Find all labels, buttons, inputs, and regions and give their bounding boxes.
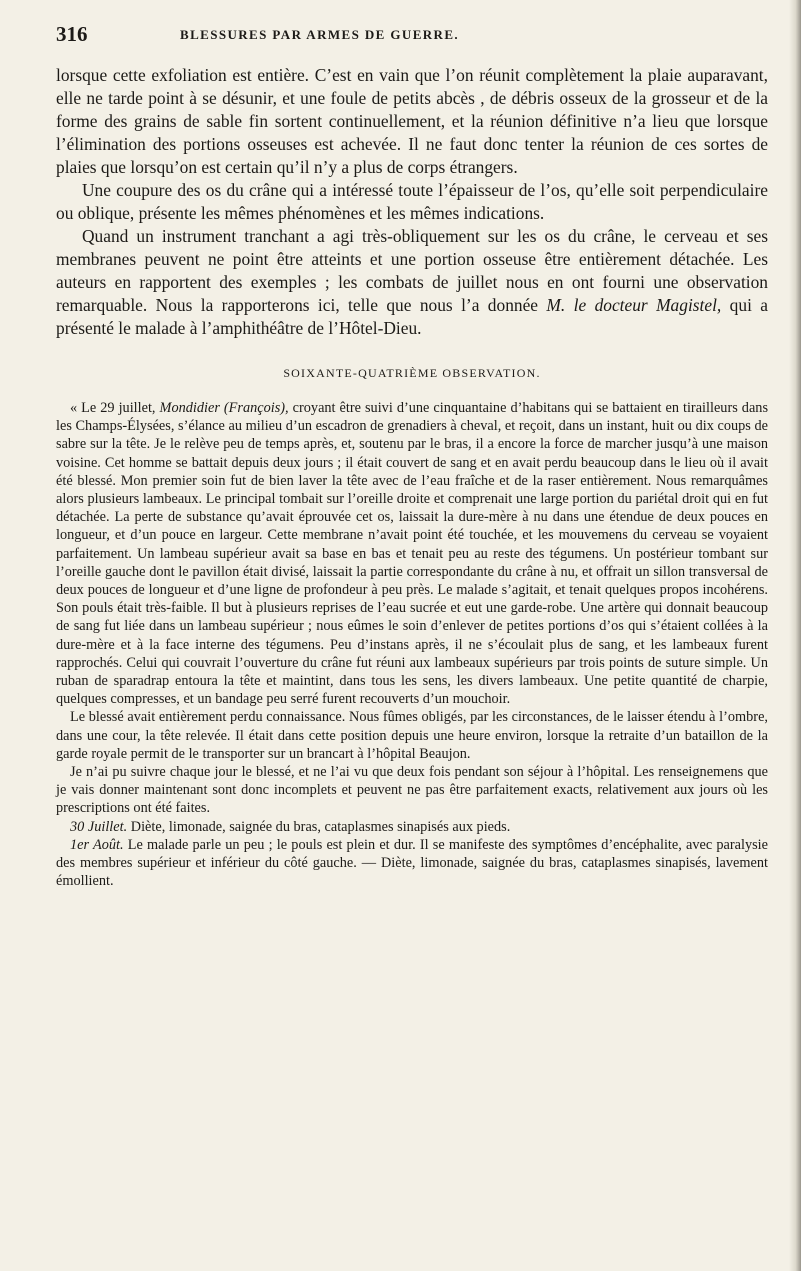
paragraph-text: qui a présenté le malade à l’amphithéâtre de l’Hôtel-Dieu. [56,295,769,338]
observation-paragraph-case [56,399,768,708]
doctor-name: M. le docteur Magistel, [546,295,722,315]
page-edge-shadow [789,0,801,1271]
observation-paragraph-transport: Le blessé avait entièrement perdu connaissance. Nous fûmes obligés, par les circonstances, de le laisser étendu à l’ombre, dans une cour, la tête relevée. Il était dans cette position depuis une heure environ, lorsque la retraite d’un bataillon de la garde royale permit de le transporter sur un brancart à l’hôpital Beaujon. [56,709,768,762]
patient-name: Mondidier (François), [159,400,289,416]
observation-text [56,399,768,890]
entry-text: Le malade parle un peu ; le pouls est plein et dur. Il se manifeste des symptômes d’encéphalite, avec paralysie des membres supérieur et inférieur du côté gauche. — Diète, limonade, saignée du bras, cataplasmes sinapisés, lavement émollient. [56,836,768,890]
paragraph-continuation: lorsque cette exfoliation est entière. C’est en vain que l’on réunit complètement la plaie auparavant, elle ne tarde point à se désunir, et une foule de petits abcès , de débris osseux de la grosseur et de la forme des grains de sable fin sortent continuellement, et la réunion définitive n’a lieu que lorsque l’élimination des portions osseuses est achevée. Il ne faut donc tenter la réunion de ces sortes de plaies que lorsqu’on est certain qu’il n’y a plus de corps étrangers. [56,65,768,177]
observation-entry-july-30 [56,818,768,836]
page-header [56,22,768,46]
main-text [56,64,768,340]
entry-text: Diète, limonade, saignée du bras, cataplasmes sinapisés aux pieds. [127,818,511,835]
paragraph-oblique-instrument [56,225,768,340]
case-intro: « Le 29 juillet, [70,400,160,416]
book-page [56,22,768,890]
paragraph-text: Quand un instrument tranchant a agi très-obliquement sur les os du crâne, le cerveau et ses membranes peuvent ne point être atteints et une portion osseuse être entièrement détachée. Les auteurs en rapportent des exemples ; les combats de juillet nous en ont fourni une observation remarquable. Nous la rapporterons ici, telle que nous l’a donnée [56,226,768,315]
observation-entry-august-1 [56,836,768,891]
entry-date: 1er Août. [70,836,124,853]
entry-date: 30 Juillet. [70,818,128,835]
case-text: croyant être suivi d’une cinquantaine d’habitans qui se battaient en tirailleurs dans les Champs-Élysées, s’élance au milieu d’un escadron de grenadiers à cheval, et reçoit, dans un instant, huit ou dix coups de sabre sur la tête. Je le relève peu de temps après, et, soutenu par le bras, il a encore la force de marcher jusqu’à une maison voisine. Cet homme se battait depuis deux jours ; il était couvert de sang et en avait perdu beaucoup dans le lieu où il avait été blessé. Mon premier soin fut de bien laver la tête avec de l’eau fraîche et de la raser entièrement. Nous remarquâmes alors plusieurs lambeaux. Le principal tombait sur l’oreille droite et comprenait une large portion du pariétal droit qui en fut détachée. La perte de substance qu’avait éprouvée cet os, laissait la dure-mère à nu dans une étendue de deux pouces en longueur, et d’un pouce en largeur. Cette membrane n’avait point été touchée, et les mouvemens du cerveau se voyaient parfaitement. Un lambeau supérieur avait sa base en bas et tenait peu au reste des tégumens. Un postérieur tombant sur l’oreille gauche dont le pavillon était divisé, laissait la partie correspondante du crâne à nu, et offrait un sillon transversal de deux pouces de longueur et d’une ligne de profondeur à peu près. Le malade s’agitait, et tenait quelques propos incohérens. Son pouls était très-faible. Il but à plusieurs reprises de l’eau sucrée et eut une garde-robe. Une artère qui donnait beaucoup de sang fut liée dans un lambeau supérieur ; nous eûmes le soin d’enlever de petites portions d’os qui s’étaient collées à la dure-mère et à la face interne des tégumens. Peu d’instans après, il ne s’écoulait plus de sang, et les lambeaux furent rapprochés. Celui qui couvrait l’ouverture du crâne fut réuni aux lambeaux supérieurs par trois points de suture simple. Un ruban de sparadrap entoura la tête et maintint, dans tous les sens, les divers lambeaux. Une petite quantité de charpie, quelques compresses, et un bandage peu serré furent recouverts d’un mouchoir. [56,400,769,708]
observation-heading: SOIXANTE-QUATRIÈME OBSERVATION. [283,366,541,380]
running-head: BLESSURES PAR ARMES DE GUERRE. [180,27,460,42]
paragraph-skull-cut: Une coupure des os du crâne qui a intéressé toute l’épaisseur de l’os, qu’elle soit perpendiculaire ou oblique, présente les mêmes phénomènes et les mêmes indications. [56,180,768,223]
observation-paragraph-followup: Je n’ai pu suivre chaque jour le blessé, et ne l’ai vu que deux fois pendant son séjour à l’hôpital. Les renseignemens que je vais donner maintenant sont donc incomplets et peuvent ne pas être parfaitement exacts, relativement aux jours où les prescriptions ont été faites. [56,764,768,817]
page-number: 316 [56,22,88,46]
